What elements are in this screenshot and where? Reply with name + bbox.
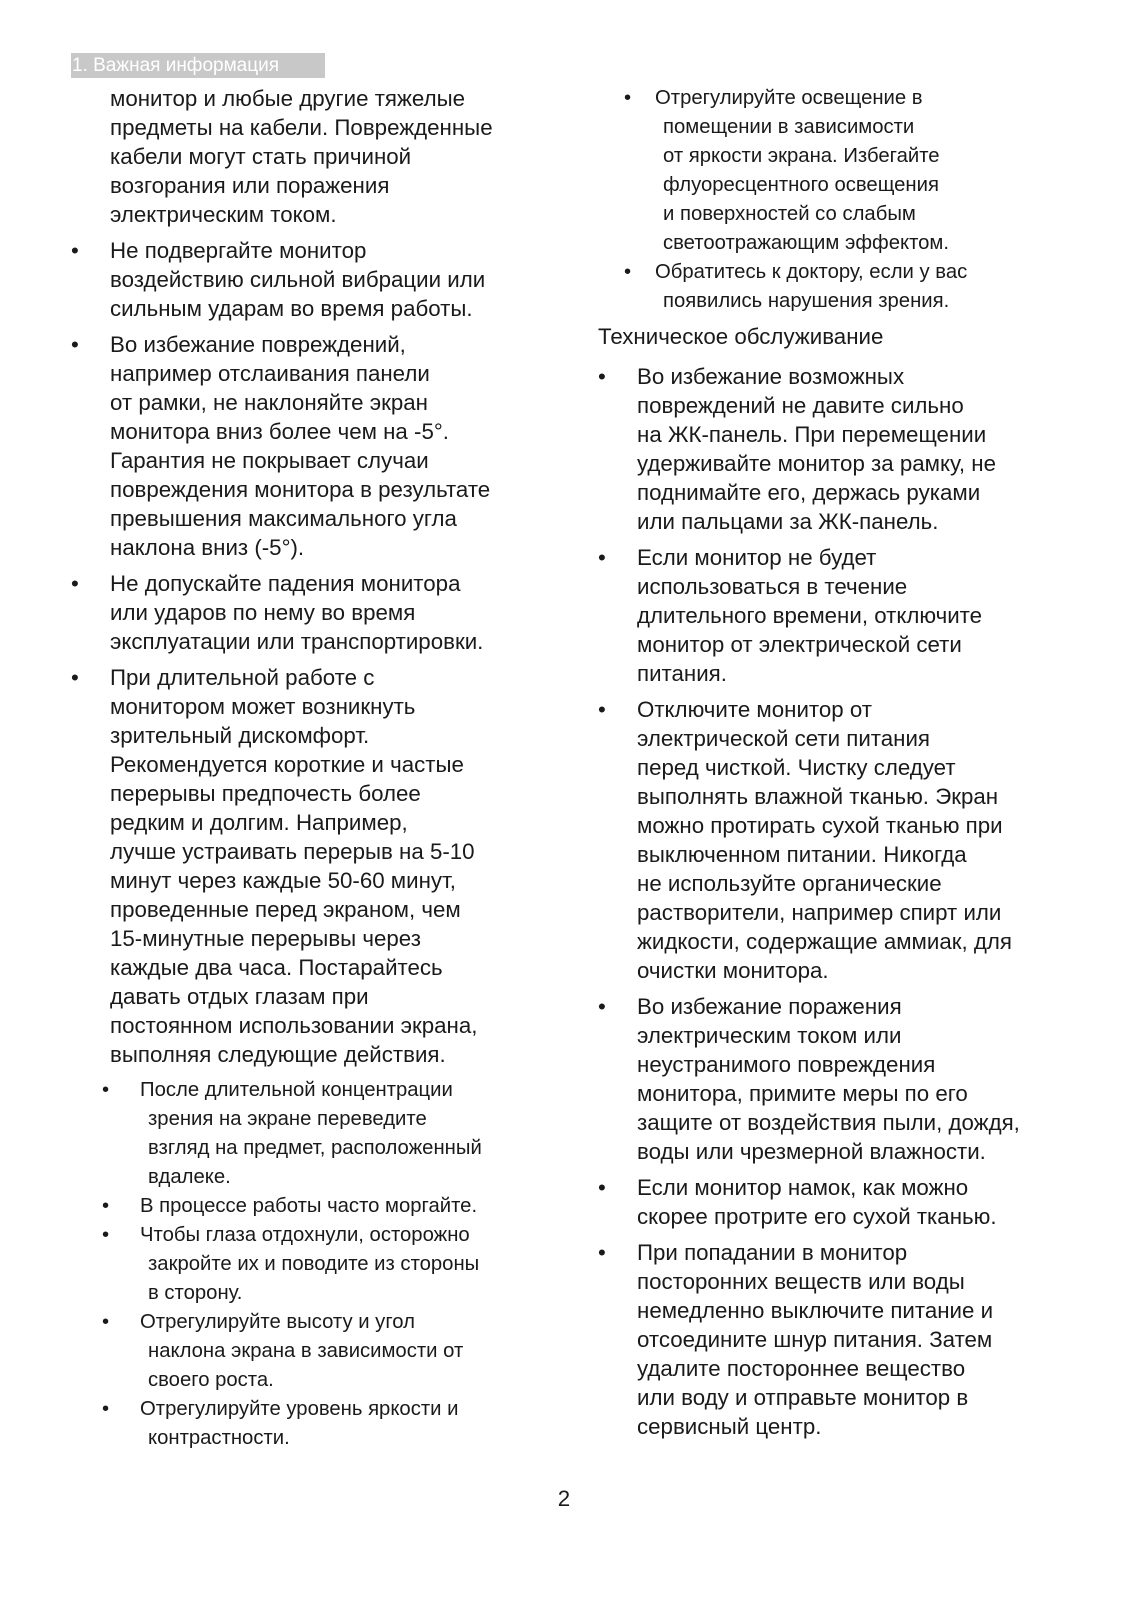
spacer xyxy=(71,562,541,569)
bullet-icon: • xyxy=(598,364,606,389)
text-line: воздействию сильной вибрации или xyxy=(110,267,486,292)
text-line: наклона вниз (-5°). xyxy=(110,535,305,560)
text-line: закройте их и поводите из стороны xyxy=(148,1253,480,1275)
text-line: в сторону. xyxy=(148,1282,243,1304)
text-line: удерживайте монитор за рамку, не xyxy=(637,451,997,476)
text-line: от рамки, не наклоняйте экран xyxy=(110,390,428,415)
text-line: Отключите монитор от xyxy=(637,697,873,722)
spacer xyxy=(71,323,541,330)
text-line: При длительной работе с xyxy=(110,665,375,690)
right-column xyxy=(598,84,1073,1441)
text-line: удалите постороннее вещество xyxy=(637,1356,966,1381)
text-line: 15-минутные перерывы через xyxy=(110,926,421,951)
spacer xyxy=(71,656,541,663)
text-line: перерывы предпочесть более xyxy=(110,781,421,806)
text-line: можно протирать сухой тканью при xyxy=(637,813,1003,838)
list-item xyxy=(71,663,541,1069)
bullet-icon: • xyxy=(71,665,79,690)
text-line: проведенные перед экраном, чем xyxy=(110,897,461,922)
text-line: помещении в зависимости xyxy=(663,116,915,138)
text-line: Не допускайте падения монитора xyxy=(110,571,461,596)
text-line: немедленно выключите питание и xyxy=(637,1298,994,1323)
text-line: контрастности. xyxy=(148,1427,290,1449)
spacer xyxy=(598,688,1073,695)
page-number: 2 xyxy=(557,1486,571,1511)
bullet-icon: • xyxy=(598,1240,606,1265)
text-line: Обратитесь к доктору, если у вас xyxy=(655,261,968,283)
left-sub-bullet-list xyxy=(71,1076,541,1453)
text-line: каждые два часа. Постарайтесь xyxy=(110,955,443,980)
text-line: Отрегулируйте освещение в xyxy=(655,87,923,109)
left-column xyxy=(71,84,541,1453)
text-line: флуоресцентного освещения xyxy=(663,174,939,196)
text-line: или ударов по нему во время xyxy=(110,600,416,625)
text-line: эксплуатации или транспортировки. xyxy=(110,629,484,654)
text-line: светоотражающим эффектом. xyxy=(663,232,949,254)
sub-list-item xyxy=(598,84,1073,258)
text-line: Во избежание повреждений, xyxy=(110,332,406,357)
text-line: или пальцами за ЖК-панель. xyxy=(637,509,939,534)
text-line: кабели могут стать причиной xyxy=(110,144,412,169)
list-item xyxy=(598,543,1073,688)
text-line: давать отдых глазам при xyxy=(110,984,369,1009)
text-line: В процессе работы часто моргайте. xyxy=(140,1195,478,1217)
text-line: Чтобы глаза отдохнули, осторожно xyxy=(140,1224,470,1246)
bullet-icon: • xyxy=(102,1311,110,1333)
text-line: монитор и любые другие тяжелые xyxy=(110,86,466,111)
text-line: посторонних веществ или воды xyxy=(637,1269,965,1294)
text-line: на ЖК-панель. При перемещении xyxy=(637,422,987,447)
text-line: Рекомендуется короткие и частые xyxy=(110,752,464,777)
text-line: лучше устраивать перерыв на 5-10 xyxy=(110,839,475,864)
maintenance-heading: Техническое обслуживание xyxy=(598,324,884,349)
spacer xyxy=(598,536,1073,543)
text-line: питания. xyxy=(637,661,727,686)
text-line: выключенном питании. Никогда xyxy=(637,842,967,867)
text-line: появились нарушения зрения. xyxy=(663,290,950,312)
text-line: монитор от электрической сети xyxy=(637,632,962,657)
text-line: электрическим током или xyxy=(637,1023,902,1048)
text-line: При попадании в монитор xyxy=(637,1240,908,1265)
sub-list-item xyxy=(102,1395,541,1453)
text-line: повреждения монитора в результате xyxy=(110,477,491,502)
text-line: зрительный дискомфорт. xyxy=(110,723,370,748)
text-line: редким и долгим. Например, xyxy=(110,810,408,835)
sub-list-item xyxy=(102,1221,541,1308)
text-line: не используйте органические xyxy=(637,871,942,896)
text-line: монитором может возникнуть xyxy=(110,694,416,719)
bullet-icon: • xyxy=(598,697,606,722)
text-line: Гарантия не покрывает случаи xyxy=(110,448,429,473)
text-line: сервисный центр. xyxy=(637,1414,822,1439)
text-line: перед чисткой. Чистку следует xyxy=(637,755,956,780)
bullet-icon: • xyxy=(71,571,79,596)
spacer xyxy=(598,1231,1073,1238)
sub-list-item xyxy=(102,1076,541,1192)
list-item xyxy=(598,362,1073,536)
text-line: поднимайте его, держась руками xyxy=(637,480,981,505)
bullet-icon: • xyxy=(598,994,606,1019)
text-line: зрения на экране переведите xyxy=(148,1108,427,1130)
text-line: постоянном использовании экрана, xyxy=(110,1013,478,1038)
list-item xyxy=(598,695,1073,985)
list-item xyxy=(71,569,541,656)
text-line: неустранимого повреждения xyxy=(637,1052,936,1077)
text-line: минут через каждые 50-60 минут, xyxy=(110,868,456,893)
bullet-icon: • xyxy=(102,1195,110,1217)
bullet-icon: • xyxy=(102,1398,110,1420)
text-line: наклона экрана в зависимости от xyxy=(148,1340,464,1362)
text-line: выполняя следующие действия. xyxy=(110,1042,446,1067)
text-line: монитора вниз более чем на -5°. xyxy=(110,419,449,444)
text-line: сильным ударам во время работы. xyxy=(110,296,473,321)
text-line: После длительной концентрации xyxy=(140,1079,453,1101)
text-line: и поверхностей со слабым xyxy=(663,203,916,225)
text-line: возгорания или поражения xyxy=(110,173,390,198)
right-sub-bullet-list xyxy=(598,84,1073,316)
text-line: Если монитор не будет xyxy=(637,545,877,570)
text-line: электрической сети питания xyxy=(637,726,930,751)
bullet-icon: • xyxy=(624,87,632,109)
spacer xyxy=(598,1166,1073,1173)
text-line: монитора, примите меры по его xyxy=(637,1081,968,1106)
text-line: Если монитор намок, как можно xyxy=(637,1175,969,1200)
text-line: электрическим током. xyxy=(110,202,337,227)
text-line: предметы на кабели. Поврежденные xyxy=(110,115,493,140)
text-line: Во избежание поражения xyxy=(637,994,902,1019)
text-line: скорее протрите его сухой тканью. xyxy=(637,1204,997,1229)
list-item xyxy=(71,330,541,562)
spacer xyxy=(598,355,1073,362)
text-line: от яркости экрана. Избегайте xyxy=(663,145,940,167)
text-line: длительного времени, отключите xyxy=(637,603,983,628)
bullet-icon: • xyxy=(71,332,79,357)
bullet-icon: • xyxy=(598,1175,606,1200)
spacer xyxy=(598,985,1073,992)
text-line: Отрегулируйте уровень яркости и xyxy=(140,1398,459,1420)
text-line: использоваться в течение xyxy=(637,574,908,599)
list-item xyxy=(71,236,541,323)
text-line: отсоедините шнур питания. Затем xyxy=(637,1327,993,1352)
text-line: защите от воздействия пыли, дождя, xyxy=(637,1110,1020,1135)
text-line: своего роста. xyxy=(148,1369,274,1391)
sub-list-item xyxy=(102,1192,541,1221)
right-bullet-list xyxy=(598,355,1073,1441)
bullet-icon: • xyxy=(71,238,79,263)
text-line: выполнять влажной тканью. Экран xyxy=(637,784,999,809)
list-item xyxy=(598,1238,1073,1441)
bullet-icon: • xyxy=(102,1224,110,1246)
continued-paragraph xyxy=(71,84,541,229)
bullet-icon: • xyxy=(102,1079,110,1101)
text-line: Отрегулируйте высоту и угол xyxy=(140,1311,415,1333)
text-line: растворители, например спирт или xyxy=(637,900,1002,925)
section-header: 1. Важная информация xyxy=(71,53,325,78)
spacer xyxy=(71,229,541,236)
text-line: взгляд на предмет, расположенный xyxy=(148,1137,482,1159)
bullet-icon: • xyxy=(598,545,606,570)
text-line: вдалеке. xyxy=(148,1166,231,1188)
text-line: или воду и отправьте монитор в xyxy=(637,1385,969,1410)
text-line: например отслаивания панели xyxy=(110,361,430,386)
text-line: воды или чрезмерной влажности. xyxy=(637,1139,986,1164)
text-line: превышения максимального угла xyxy=(110,506,457,531)
text-line: Не подвергайте монитор xyxy=(110,238,367,263)
text-line: жидкости, содержащие аммиак, для xyxy=(637,929,1012,954)
sub-list-item xyxy=(598,258,1073,316)
left-bullet-list xyxy=(71,229,541,1069)
list-item xyxy=(598,1173,1073,1231)
text-line: очистки монитора. xyxy=(637,958,829,983)
text-line: Во избежание возможных xyxy=(637,364,905,389)
bullet-icon: • xyxy=(624,261,632,283)
sub-list-item xyxy=(102,1308,541,1395)
text-line: повреждений не давите сильно xyxy=(637,393,964,418)
list-item xyxy=(598,992,1073,1166)
